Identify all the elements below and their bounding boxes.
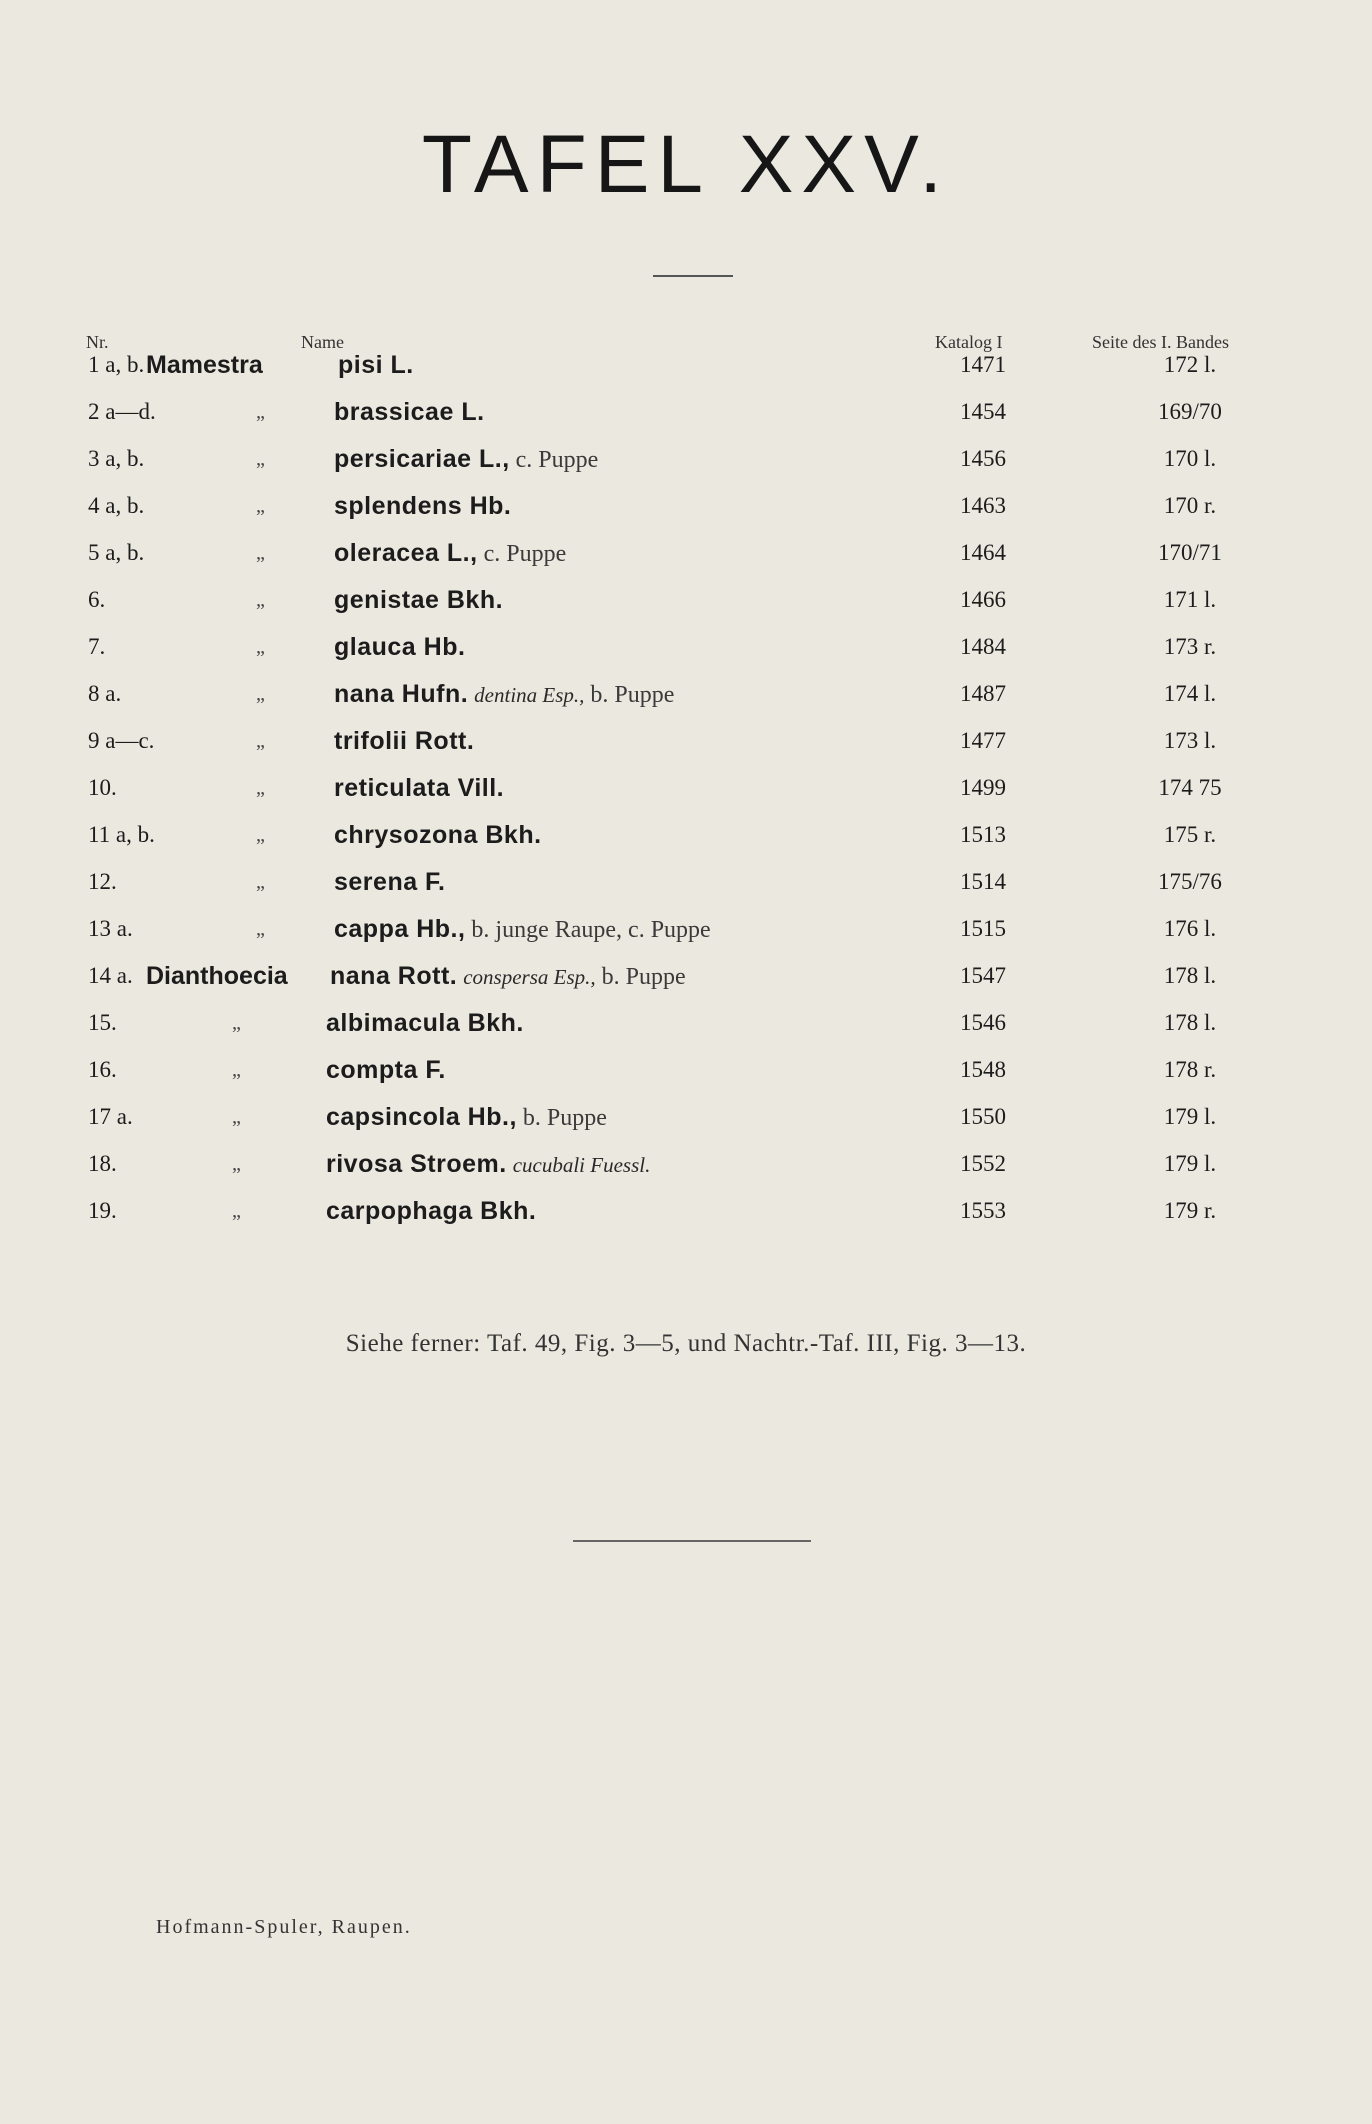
ditto-mark: „ [232, 1200, 241, 1222]
species-name: nana Hufn. [334, 680, 469, 708]
row-number: 10. [88, 775, 117, 800]
ditto-mark: „ [256, 777, 265, 799]
katalog-number: 1499 [960, 775, 1006, 800]
species-cell [326, 1144, 650, 1185]
species-cell [334, 674, 674, 715]
katalog-number: 1454 [960, 399, 1006, 424]
katalog-number: 1477 [960, 728, 1006, 753]
species-cell [334, 439, 598, 480]
katalog-number: 1514 [960, 869, 1006, 894]
row-number: 4 a, b. [88, 493, 145, 518]
katalog-number: 1466 [960, 587, 1006, 612]
species-name: genistae Bkh. [334, 586, 504, 614]
katalog-number: 1548 [960, 1057, 1006, 1082]
page-reference: 176 l. [1163, 916, 1217, 941]
row-number: 13 a. [88, 916, 133, 941]
page-reference: 170/71 [1158, 540, 1222, 565]
species-cell [326, 1003, 524, 1044]
ditto-mark: „ [256, 730, 265, 752]
synonym: conspersa Esp., [463, 965, 596, 989]
table-row [0, 815, 1372, 855]
species-cell [334, 909, 711, 950]
table-row [0, 486, 1372, 526]
species-name: glauca Hb. [334, 633, 466, 661]
katalog-number: 1553 [960, 1198, 1006, 1223]
species-cell [334, 721, 474, 762]
species-cell [334, 815, 542, 856]
species-name: albimacula Bkh. [326, 1009, 524, 1037]
genus-name: Dianthoecia [146, 962, 288, 990]
table-row [0, 580, 1372, 620]
table-row [0, 1050, 1372, 1090]
table-row [0, 533, 1372, 573]
page-title: TAFEL XXV. [421, 119, 951, 210]
species-name: splendens Hb. [334, 492, 512, 520]
page-reference: 172 l. [1163, 352, 1217, 377]
ditto-mark: „ [232, 1153, 241, 1175]
species-cell [326, 1191, 536, 1232]
genus-name: Mamestra [146, 351, 263, 379]
title-divider [653, 275, 733, 277]
row-number: 17 a. [88, 1104, 133, 1129]
table-row [0, 1097, 1372, 1137]
table-row [0, 627, 1372, 667]
ditto-mark: „ [256, 589, 265, 611]
katalog-number: 1484 [960, 634, 1006, 659]
species-name: capsincola Hb., [326, 1103, 517, 1131]
species-name: carpophaga Bkh. [326, 1197, 537, 1225]
species-cell [334, 392, 485, 433]
species-name: pisi L. [338, 351, 414, 379]
species-name: chrysozona Bkh. [334, 821, 542, 849]
page-reference: 169/70 [1158, 399, 1222, 424]
species-cell [334, 862, 446, 903]
page-reference: 179 l. [1163, 1151, 1217, 1176]
katalog-number: 1550 [960, 1104, 1006, 1129]
species-cell [326, 1097, 607, 1138]
species-cell [334, 627, 465, 668]
species-name: nana Rott. [330, 962, 458, 990]
page-reference: 175/76 [1158, 869, 1222, 894]
row-number: 5 a, b. [88, 540, 145, 565]
table-row [0, 1003, 1372, 1043]
row-number: 3 a, b. [88, 446, 145, 471]
row-number: 8 a. [88, 681, 122, 706]
ditto-mark: „ [256, 448, 265, 470]
figure-note: c. Puppe [515, 447, 599, 473]
table-row [0, 768, 1372, 808]
ditto-mark: „ [256, 636, 265, 658]
species-name: trifolii Rott. [334, 727, 475, 755]
figure-note: b. Puppe [522, 1105, 607, 1131]
katalog-number: 1515 [960, 916, 1006, 941]
table-row [0, 1144, 1372, 1184]
katalog-number: 1513 [960, 822, 1006, 847]
katalog-number: 1463 [960, 493, 1006, 518]
species-name: cappa Hb., [334, 915, 466, 943]
katalog-number: 1487 [960, 681, 1006, 706]
page-reference: 170 r. [1163, 493, 1217, 518]
ditto-mark: „ [256, 495, 265, 517]
page-reference: 171 l. [1163, 587, 1217, 612]
species-name: rivosa Stroem. [326, 1150, 507, 1178]
figure-note: b. Puppe [601, 964, 686, 990]
page-reference: 174 l. [1163, 681, 1217, 706]
header-seite: Seite des I. Bandes [1092, 332, 1229, 352]
katalog-number: 1552 [960, 1151, 1006, 1176]
species-name: reticulata Vill. [334, 774, 505, 802]
ditto-mark: „ [256, 401, 265, 423]
ditto-mark: „ [232, 1059, 241, 1081]
header-katalog: Katalog I [935, 332, 1003, 352]
species-cell [326, 1050, 446, 1091]
table-row [0, 862, 1372, 902]
katalog-number: 1546 [960, 1010, 1006, 1035]
species-name: serena F. [334, 868, 446, 896]
table-row [0, 909, 1372, 949]
row-number: 18. [88, 1151, 117, 1176]
row-number: 11 a, b. [88, 822, 155, 847]
row-number: 19. [88, 1198, 117, 1223]
species-cell [334, 768, 504, 809]
table-row [0, 439, 1372, 479]
species-name: persicariae L., [334, 445, 510, 473]
katalog-number: 1456 [960, 446, 1006, 471]
table-row [0, 674, 1372, 714]
species-cell [334, 486, 511, 527]
species-cell [334, 533, 566, 574]
ditto-mark: „ [256, 542, 265, 564]
species-name: brassicae L. [334, 398, 485, 426]
species-name: compta F. [326, 1056, 446, 1084]
row-number: 15. [88, 1010, 117, 1035]
table-row [0, 956, 1372, 996]
synonym: dentina Esp., [474, 683, 585, 707]
table-row [0, 1191, 1372, 1231]
species-cell [334, 580, 503, 621]
row-number: 12. [88, 869, 117, 894]
footer-credit: Hofmann-Spuler, Raupen. [156, 1916, 412, 1938]
figure-note: c. Puppe [483, 541, 567, 567]
row-number: 9 a—c. [88, 728, 155, 753]
row-number: 6. [88, 587, 106, 612]
species-cell [330, 956, 686, 997]
species-cell [338, 345, 414, 386]
figure-note: b. Puppe [590, 682, 675, 708]
ditto-mark: „ [256, 918, 265, 940]
see-also-note: Siehe ferner: Taf. 49, Fig. 3—5, und Nachtr.-Taf. III, Fig. 3—13. [345, 1330, 1027, 1357]
katalog-number: 1471 [960, 352, 1006, 377]
page-reference: 178 l. [1163, 1010, 1217, 1035]
row-number: 2 a—d. [88, 399, 156, 424]
katalog-number: 1464 [960, 540, 1006, 565]
table-row [0, 392, 1372, 432]
page-reference: 175 r. [1163, 822, 1217, 847]
header-name: Name [301, 332, 344, 352]
species-name: oleracea L., [334, 539, 478, 567]
page-reference: 173 r. [1163, 634, 1217, 659]
page-reference: 178 l. [1163, 963, 1217, 988]
ditto-mark: „ [232, 1012, 241, 1034]
header-nr: Nr. [86, 332, 109, 352]
synonym: cucubali Fuessl. [512, 1153, 651, 1177]
row-number: 14 a. [88, 963, 133, 988]
page-reference: 179 l. [1163, 1104, 1217, 1129]
page-reference: 174 75 [1158, 775, 1222, 800]
page-reference: 173 l. [1163, 728, 1217, 753]
page-reference: 170 l. [1163, 446, 1217, 471]
table-row [0, 345, 1372, 385]
row-number: 7. [88, 634, 106, 659]
ditto-mark: „ [232, 1106, 241, 1128]
row-number: 16. [88, 1057, 117, 1082]
page-reference: 178 r. [1163, 1057, 1217, 1082]
row-number: 1 a, b. [88, 352, 145, 377]
figure-note: b. junge Raupe, c. Puppe [471, 917, 711, 943]
table-row [0, 721, 1372, 761]
ditto-mark: „ [256, 871, 265, 893]
page-reference: 179 r. [1163, 1198, 1217, 1223]
ditto-mark: „ [256, 824, 265, 846]
ditto-mark: „ [256, 683, 265, 705]
bottom-divider [573, 1540, 811, 1542]
katalog-number: 1547 [960, 963, 1006, 988]
